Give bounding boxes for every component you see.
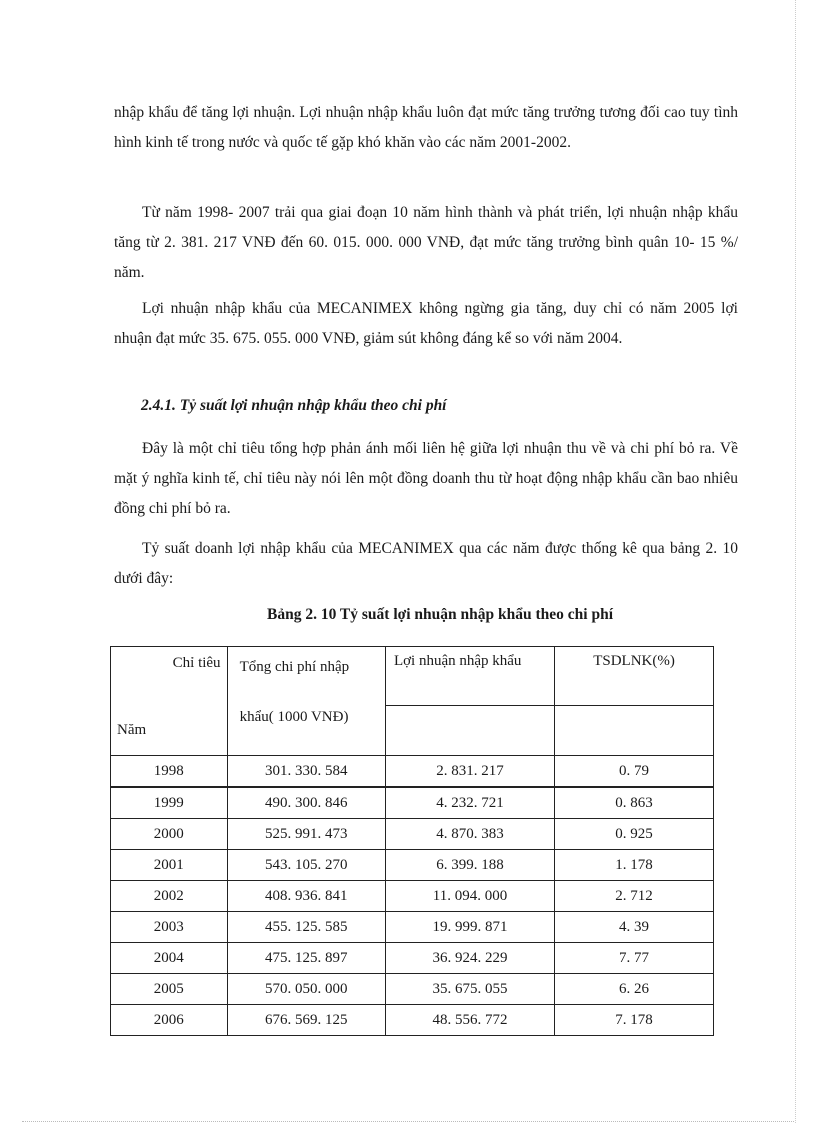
year-cell: 2005 bbox=[111, 974, 228, 1005]
cost-cell: 475. 125. 897 bbox=[227, 943, 385, 974]
profit-cell: 4. 870. 383 bbox=[385, 819, 554, 850]
profit-cell: 48. 556. 772 bbox=[385, 1005, 554, 1036]
year-cell: 2006 bbox=[111, 1005, 228, 1036]
ratio-cell: 0. 79 bbox=[555, 756, 714, 788]
table-row bbox=[111, 819, 714, 850]
profit-cell: 2. 831. 217 bbox=[385, 756, 554, 788]
profit-cell: 4. 232. 721 bbox=[385, 787, 554, 819]
table-header-row-2 bbox=[111, 705, 714, 756]
table-row bbox=[111, 943, 714, 974]
profit-ratio-table bbox=[110, 646, 714, 1036]
year-cell: 2001 bbox=[111, 850, 228, 881]
header-ratio: TSDLNK(%) bbox=[555, 647, 714, 706]
paragraph-intro-continued: nhập khẩu để tăng lợi nhuận. Lợi nhuận nhập khẩu luôn đạt mức tăng trưởng tương đối cao tuy tình hình kinh tế trong nước và quốc tế gặp khó khăn vào các năm 2001-2002. bbox=[114, 104, 738, 151]
cost-cell: 543. 105. 270 bbox=[227, 850, 385, 881]
cost-cell: 301. 330. 584 bbox=[227, 756, 385, 788]
page-right-divider bbox=[795, 0, 796, 1123]
header-empty-cell bbox=[385, 705, 554, 756]
paragraph-profit-growth: Từ năm 1998- 2007 trải qua giai đoạn 10 năm hình thành và phát triển, lợi nhuận nhập khẩu tăng từ 2. 381. 217 VNĐ đến 60. 015. 000. 000 VNĐ, đạt mức tăng trưởng bình quân 10- 15 %/ năm. bbox=[114, 204, 738, 281]
ratio-cell: 1. 178 bbox=[555, 850, 714, 881]
paragraph-mecanimex-profit: Lợi nhuận nhập khẩu của MECANIMEX không ngừng gia tăng, duy chỉ có năm 2005 lợi nhuận đạt mức 35. 675. 055. 000 VNĐ, giảm sút không đáng kể so với năm 2004. bbox=[114, 300, 738, 347]
table-row bbox=[111, 912, 714, 943]
header-chi-tieu: Chỉ tiêu bbox=[111, 647, 228, 706]
paragraph-definition: Đây là một chỉ tiêu tổng hợp phản ánh mối liên hệ giữa lợi nhuận thu về và chi phí bỏ ra. Về mặt ý nghĩa kinh tế, chỉ tiêu này nói lên một đồng doanh thu từ hoạt động nhập khẩu cần bao nhiêu đồng chi phí bỏ ra. bbox=[114, 440, 738, 517]
cost-cell: 570. 050. 000 bbox=[227, 974, 385, 1005]
header-empty-cell bbox=[555, 705, 714, 756]
paragraph-table-intro: Tỷ suất doanh lợi nhập khẩu của MECANIMEX qua các năm được thống kê qua bảng 2. 10 dưới đây: bbox=[114, 540, 738, 587]
profit-cell: 35. 675. 055 bbox=[385, 974, 554, 1005]
cost-cell: 525. 991. 473 bbox=[227, 819, 385, 850]
table-caption: Bảng 2. 10 Tỷ suất lợi nhuận nhập khẩu theo chi phí bbox=[267, 606, 613, 623]
year-cell: 2002 bbox=[111, 881, 228, 912]
profit-cell: 19. 999. 871 bbox=[385, 912, 554, 943]
cost-cell: 408. 936. 841 bbox=[227, 881, 385, 912]
table-row bbox=[111, 881, 714, 912]
header-cost-line1: Tổng chi phí nhập bbox=[227, 647, 385, 706]
ratio-cell: 0. 925 bbox=[555, 819, 714, 850]
profit-cell: 36. 924. 229 bbox=[385, 943, 554, 974]
ratio-cell: 6. 26 bbox=[555, 974, 714, 1005]
profit-cell: 11. 094. 000 bbox=[385, 881, 554, 912]
header-profit: Lợi nhuận nhập khẩu bbox=[385, 647, 554, 706]
table-row bbox=[111, 850, 714, 881]
year-cell: 1999 bbox=[111, 787, 228, 819]
table-row bbox=[111, 787, 714, 819]
ratio-cell: 4. 39 bbox=[555, 912, 714, 943]
page-bottom-divider bbox=[22, 1121, 794, 1122]
table-row bbox=[111, 756, 714, 788]
cost-cell: 676. 569. 125 bbox=[227, 1005, 385, 1036]
table-row bbox=[111, 974, 714, 1005]
cost-cell: 455. 125. 585 bbox=[227, 912, 385, 943]
profit-cell: 6. 399. 188 bbox=[385, 850, 554, 881]
cost-cell: 490. 300. 846 bbox=[227, 787, 385, 819]
year-cell: 2003 bbox=[111, 912, 228, 943]
header-nam: Năm bbox=[111, 705, 228, 756]
year-cell: 2004 bbox=[111, 943, 228, 974]
ratio-cell: 0. 863 bbox=[555, 787, 714, 819]
ratio-cell: 2. 712 bbox=[555, 881, 714, 912]
header-cost-line2: khẩu( 1000 VNĐ) bbox=[227, 705, 385, 756]
section-heading: 2.4.1. Tỷ suất lợi nhuận nhập khẩu theo chi phí bbox=[141, 397, 447, 414]
ratio-cell: 7. 77 bbox=[555, 943, 714, 974]
year-cell: 2000 bbox=[111, 819, 228, 850]
table-header-row bbox=[111, 647, 714, 706]
ratio-cell: 7. 178 bbox=[555, 1005, 714, 1036]
year-cell: 1998 bbox=[111, 756, 228, 788]
table-row bbox=[111, 1005, 714, 1036]
